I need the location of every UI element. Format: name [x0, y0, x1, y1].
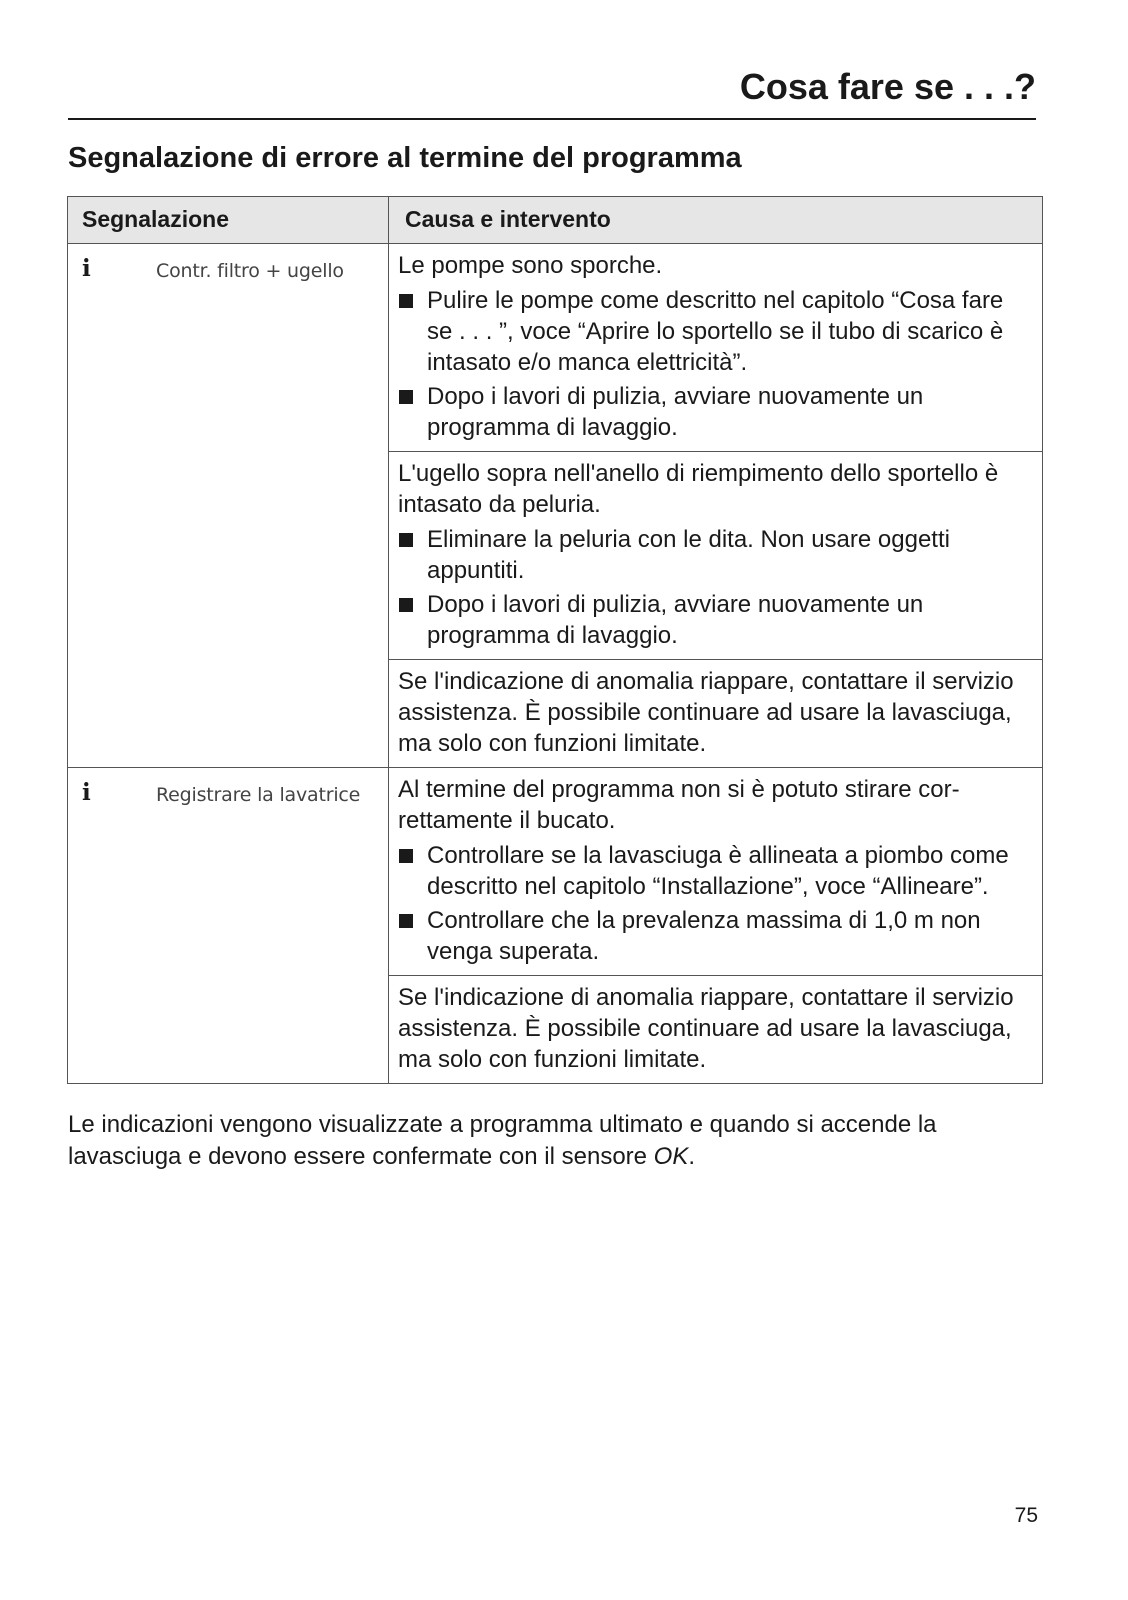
info-icon: i: [82, 255, 91, 282]
action-text: Controllare che la prevalenza massima di 1,0 m non venga superata.: [427, 907, 981, 965]
page-header-title: Cosa fare se . . .?: [739, 66, 1036, 107]
list-item: [398, 524, 1034, 586]
column-header-signal: Segnalazione: [68, 197, 389, 244]
table-row: [68, 244, 1043, 452]
action-text: Dopo i lavori di pulizia, avviare nuovamente un programma di lavaggio.: [427, 383, 924, 441]
action-text: Dopo i lavori di pulizia, avviare nuovamente un programma di lavaggio.: [427, 591, 924, 649]
square-bullet-icon: [399, 849, 413, 863]
footnote-end: .: [688, 1143, 696, 1170]
signal-cell: [68, 244, 389, 768]
error-table: [67, 196, 1043, 1084]
action-text: Controllare se la lavasciuga è allineata a piombo come descritto nel capitolo “Installazione”, voce “Allineare”.: [427, 842, 1009, 900]
list-item: [398, 905, 1034, 967]
column-header-cause: Causa e intervento: [389, 197, 1043, 244]
cause-cell: [389, 768, 1043, 976]
cause-text: Se l'indicazione di anomalia riappare, contattare il servizio assistenza. È possibile continuare ad usare la lavasciuga, ma solo con funzioni limitate.: [398, 668, 1014, 757]
section-title: Segnalazione di errore al termine del programma: [68, 142, 742, 174]
action-text: Pulire le pompe come descritto nel capitolo “Cosa fare se . . . ”, voce “Aprire lo sportello se il tubo di scarico è intasato e/o manca elettricità”.: [427, 287, 1004, 376]
footnote-text: Le indicazioni vengono visualizzate a programma ultimato e quando si accende la lavasciuga e devono essere confermate con il sensore: [68, 1111, 937, 1170]
table-header-row: [68, 197, 1043, 244]
cause-text: Le pompe sono sporche.: [398, 252, 663, 279]
list-item: [398, 285, 1034, 378]
square-bullet-icon: [399, 533, 413, 547]
info-icon: i: [82, 779, 91, 806]
signal-cell: [68, 768, 389, 1084]
action-list: [398, 840, 1034, 967]
square-bullet-icon: [399, 294, 413, 308]
cause-cell: [389, 976, 1043, 1084]
cause-cell: [389, 452, 1043, 660]
footnote: [68, 1109, 1043, 1173]
action-list: [398, 524, 1034, 651]
square-bullet-icon: [399, 914, 413, 928]
table-row: [68, 768, 1043, 976]
page-number: 75: [1014, 1504, 1038, 1527]
display-message: Contr. filtro + ugello: [156, 260, 344, 282]
display-message: Registrare la lavatrice: [156, 784, 361, 806]
cause-text: Al termine del programma non si è potuto stirare correttamente il bucato.: [398, 776, 960, 834]
square-bullet-icon: [399, 390, 413, 404]
square-bullet-icon: [399, 598, 413, 612]
cause-text: Se l'indicazione di anomalia riappare, contattare il servizio assistenza. È possibile continuare ad usare la lavasciuga, ma solo con funzioni limitate.: [398, 984, 1014, 1073]
list-item: [398, 381, 1034, 443]
list-item: [398, 840, 1034, 902]
ok-sensor-label: OK: [653, 1143, 689, 1170]
action-list: [398, 285, 1034, 443]
action-text: Eliminare la peluria con le dita. Non usare oggetti appuntiti.: [427, 526, 950, 584]
cause-cell: [389, 660, 1043, 768]
page-header: [68, 58, 1036, 120]
cause-text: L'ugello sopra nell'anello di riempimento dello sportello è intasato da peluria.: [398, 460, 999, 518]
list-item: [398, 589, 1034, 651]
cause-cell: [389, 244, 1043, 452]
